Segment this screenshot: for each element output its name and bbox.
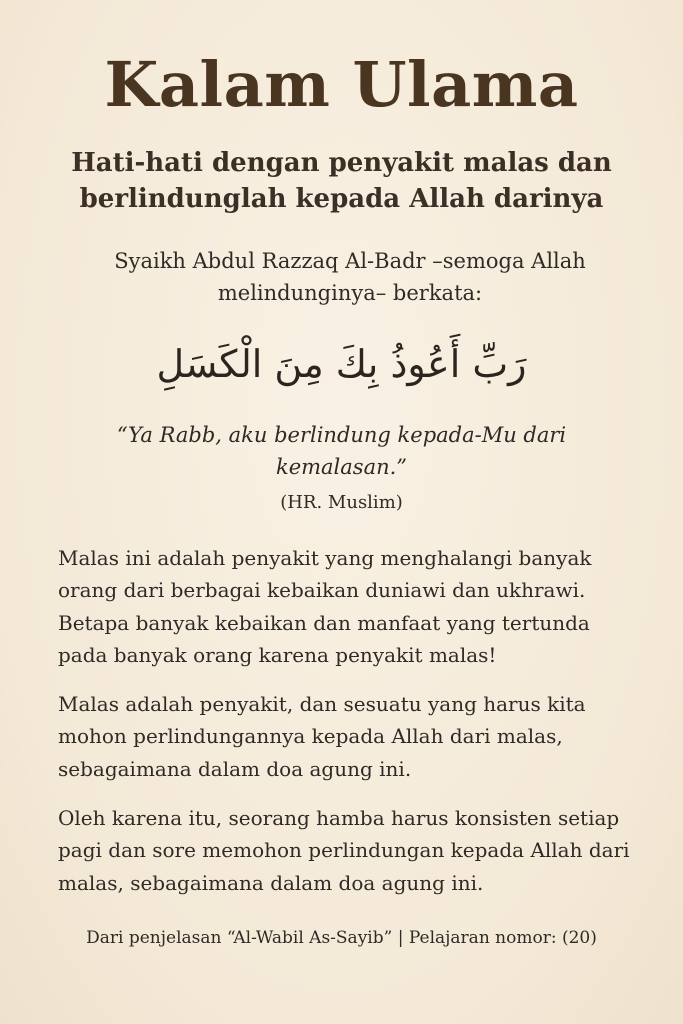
paragraph-2: Malas adalah penyakit, dan sesuatu yang harus kita mohon perlindungannya kepada Allah dari malas, sebagaimana dalam doa agung ini.	[58, 692, 586, 781]
intro-text: Syaikh Abdul Razzaq Al-Badr –semoga Allah melindunginya– berkata:	[114, 249, 586, 305]
hadith-source: (HR. Muslim)	[280, 492, 403, 513]
paragraph-3: Oleh karena itu, seorang hamba harus konsisten setiap pagi dan sore memohon perlindungan kepada Allah dari malas, sebagaimana dalam doa agung ini.	[58, 806, 630, 895]
page-title: Kalam Ulama	[104, 48, 579, 121]
paragraph-1: Malas ini adalah penyakit yang menghalangi banyak orang dari berbagai kebaikan duniawi dan ukhrawi. Betapa banyak kebaikan dan manfaat yang tertunda pada banyak orang karena penyakit malas!	[58, 546, 592, 668]
footer-reference: Dari penjelasan “Al-Wabil As-Sayib” | Pelajaran nomor: (20)	[86, 928, 597, 948]
dua-translation: “Ya Rabb, aku berlindung kepada-Mu dari kemalasan.”	[116, 423, 567, 479]
arabic-dua: رَبِّ أَعُوذُ بِكَ مِنَ الْكَسَلِ	[156, 342, 527, 386]
subtitle: Hati-hati dengan penyakit malas dan berlindunglah kepada Allah darinya	[71, 148, 612, 214]
